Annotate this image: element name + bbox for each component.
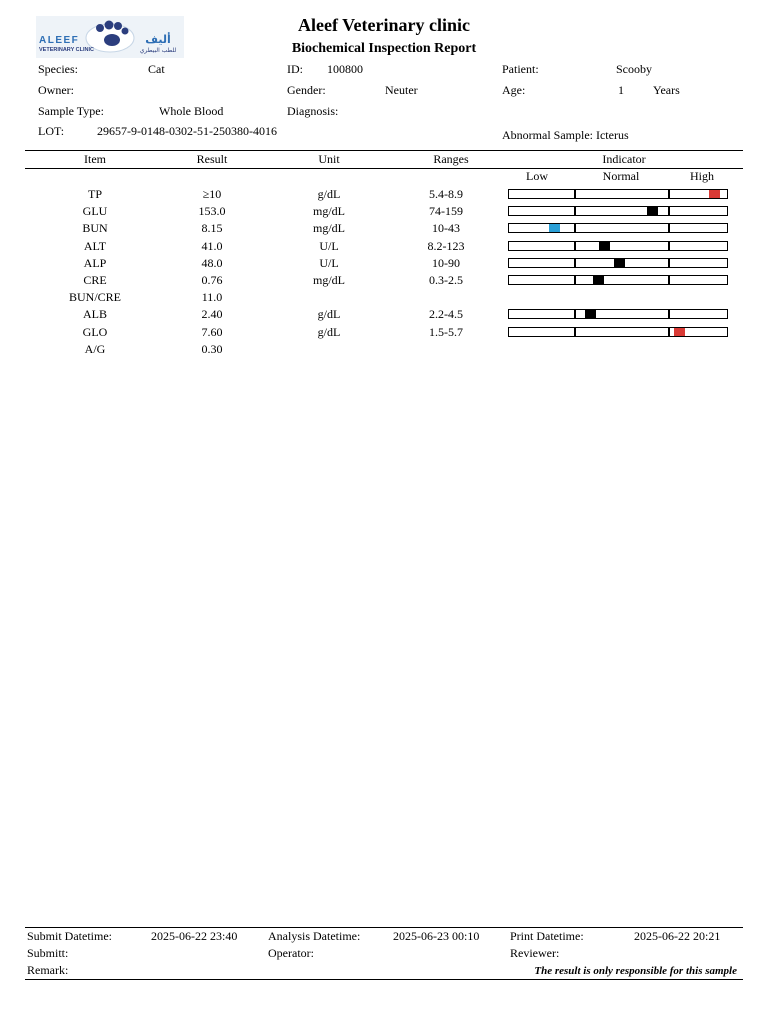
analysis-datetime-value: 2025-06-23 00:10	[393, 929, 480, 943]
indicator-divider	[574, 206, 576, 216]
cell-item: GLO	[82, 324, 108, 339]
species-label: Species:	[38, 62, 78, 76]
indicator-bar	[508, 275, 728, 285]
cell-result: 7.60	[201, 324, 223, 339]
cell-item: A/G	[84, 341, 106, 356]
cell-result: 8.15	[201, 221, 223, 236]
cell-result: 48.0	[201, 255, 223, 270]
indicator-marker	[709, 190, 720, 198]
cell-item: ALT	[83, 238, 107, 253]
reviewer-label: Reviewer:	[510, 946, 560, 960]
indicator-divider	[574, 189, 576, 199]
cell-range: 8.2-123	[427, 238, 465, 253]
print-datetime-label: Print Datetime:	[510, 929, 584, 943]
cell-range: 2.2-4.5	[429, 307, 463, 322]
cell-item: GLU	[82, 204, 108, 219]
cell-unit: U/L	[319, 238, 339, 253]
indicator-divider	[668, 258, 670, 268]
species-value: Cat	[148, 62, 165, 76]
indicator-divider	[668, 206, 670, 216]
footer-top-rule	[25, 927, 743, 928]
cell-result: 153.0	[198, 204, 226, 219]
submit-datetime-value: 2025-06-22 23:40	[151, 929, 238, 943]
indicator-bar	[508, 309, 728, 319]
operator-label: Operator:	[268, 946, 314, 960]
indicator-marker	[585, 310, 596, 318]
abnormal-sample: Abnormal Sample: Icterus	[502, 128, 629, 142]
indicator-divider	[668, 189, 670, 199]
cell-unit: mg/dL	[313, 204, 345, 219]
indicator-divider	[668, 327, 670, 337]
indicator-marker	[549, 224, 560, 232]
cell-unit: mg/dL	[313, 273, 345, 287]
cell-result: 2.40	[201, 307, 223, 322]
indicator-divider	[574, 258, 576, 268]
indicator-divider	[668, 223, 670, 233]
indicator-bar	[508, 258, 728, 268]
cell-unit: g/dL	[317, 324, 341, 339]
logo-arabic: أليف	[145, 33, 171, 46]
cell-item: ALP	[83, 255, 107, 270]
indicator-marker	[599, 242, 610, 250]
indicator-low-label: Low	[526, 169, 548, 183]
cell-unit: mg/dL	[313, 221, 345, 236]
cell-result: 0.76	[201, 273, 223, 287]
indicator-marker	[614, 259, 625, 267]
cell-result: 0.30	[201, 341, 223, 356]
cell-range: 10-90	[432, 255, 460, 270]
remark-label: Remark:	[27, 963, 69, 977]
patient-label: Patient:	[502, 62, 539, 76]
cell-result: 41.0	[201, 238, 223, 253]
lot-value: 29657-9-0148-0302-51-250380-4016	[97, 124, 277, 138]
cell-unit: g/dL	[317, 307, 341, 322]
analysis-datetime-label: Analysis Datetime:	[268, 929, 361, 943]
indicator-bar	[508, 189, 728, 199]
table-top-rule	[25, 150, 743, 151]
indicator-marker	[647, 207, 658, 215]
logo-text: ALEEF	[39, 35, 80, 46]
cell-range: 1.5-5.7	[429, 324, 463, 339]
disclaimer: The result is only responsible for this sample	[534, 965, 737, 977]
indicator-bar	[508, 241, 728, 251]
cell-range: 0.3-2.5	[429, 273, 463, 287]
cell-result: ≥10	[202, 187, 222, 201]
cell-item: TP	[87, 187, 102, 201]
indicator-bar	[508, 206, 728, 216]
indicator-divider	[668, 241, 670, 251]
cell-item: CRE	[83, 273, 107, 287]
cell-item: ALB	[83, 307, 107, 322]
cell-unit: U/L	[319, 255, 339, 270]
submit-datetime-label: Submit Datetime:	[27, 929, 112, 943]
col-header-result: Result	[196, 152, 228, 166]
indicator-divider	[574, 223, 576, 233]
id-value: 100800	[327, 62, 363, 76]
diagnosis-label: Diagnosis:	[287, 104, 339, 118]
cell-range: 5.4-8.9	[429, 187, 463, 201]
gender-value: Neuter	[385, 83, 418, 97]
id-label: ID:	[287, 62, 303, 76]
indicator-divider	[574, 309, 576, 319]
indicator-marker	[674, 328, 685, 336]
indicator-divider	[668, 309, 670, 319]
patient-value: Scooby	[616, 62, 652, 76]
age-label: Age:	[502, 83, 526, 97]
sample-type-value: Whole Blood	[159, 104, 224, 118]
indicator-bar	[508, 327, 728, 337]
age-value: 1	[618, 83, 624, 97]
cell-result: 11.0	[201, 290, 223, 305]
cell-range: 10-43	[432, 221, 460, 236]
cell-range: 74-159	[429, 204, 463, 219]
indicator-high-label: High	[690, 169, 714, 183]
gender-label: Gender:	[287, 83, 326, 97]
owner-label: Owner:	[38, 83, 74, 97]
col-header-unit: Unit	[318, 152, 340, 166]
indicator-bar	[508, 223, 728, 233]
report-title: Biochemical Inspection Report	[291, 41, 477, 56]
indicator-divider	[574, 241, 576, 251]
indicator-divider	[574, 327, 576, 337]
cell-item: BUN	[82, 221, 108, 236]
indicator-normal-label: Normal	[602, 169, 640, 183]
cell-item: BUN/CRE	[68, 290, 121, 305]
indicator-divider	[668, 275, 670, 285]
footer-bottom-rule	[25, 979, 743, 980]
logo-subtext: VETERINARY CLINIC	[39, 47, 95, 53]
submitter-label: Submitt:	[27, 946, 69, 960]
indicator-divider	[574, 275, 576, 285]
cell-unit: g/dL	[317, 187, 341, 201]
lot-label: LOT:	[38, 124, 65, 138]
indicator-marker	[593, 276, 604, 284]
sample-type-label: Sample Type:	[38, 104, 104, 118]
logo-arabic-sub: للطب البيطري	[139, 47, 177, 54]
col-header-indicator: Indicator	[602, 152, 646, 166]
clinic-name: Aleef Veterinary clinic	[298, 15, 470, 35]
age-unit: Years	[653, 83, 680, 97]
print-datetime-value: 2025-06-22 20:21	[634, 929, 721, 943]
col-header-ranges: Ranges	[433, 152, 469, 166]
col-header-item: Item	[84, 152, 106, 166]
